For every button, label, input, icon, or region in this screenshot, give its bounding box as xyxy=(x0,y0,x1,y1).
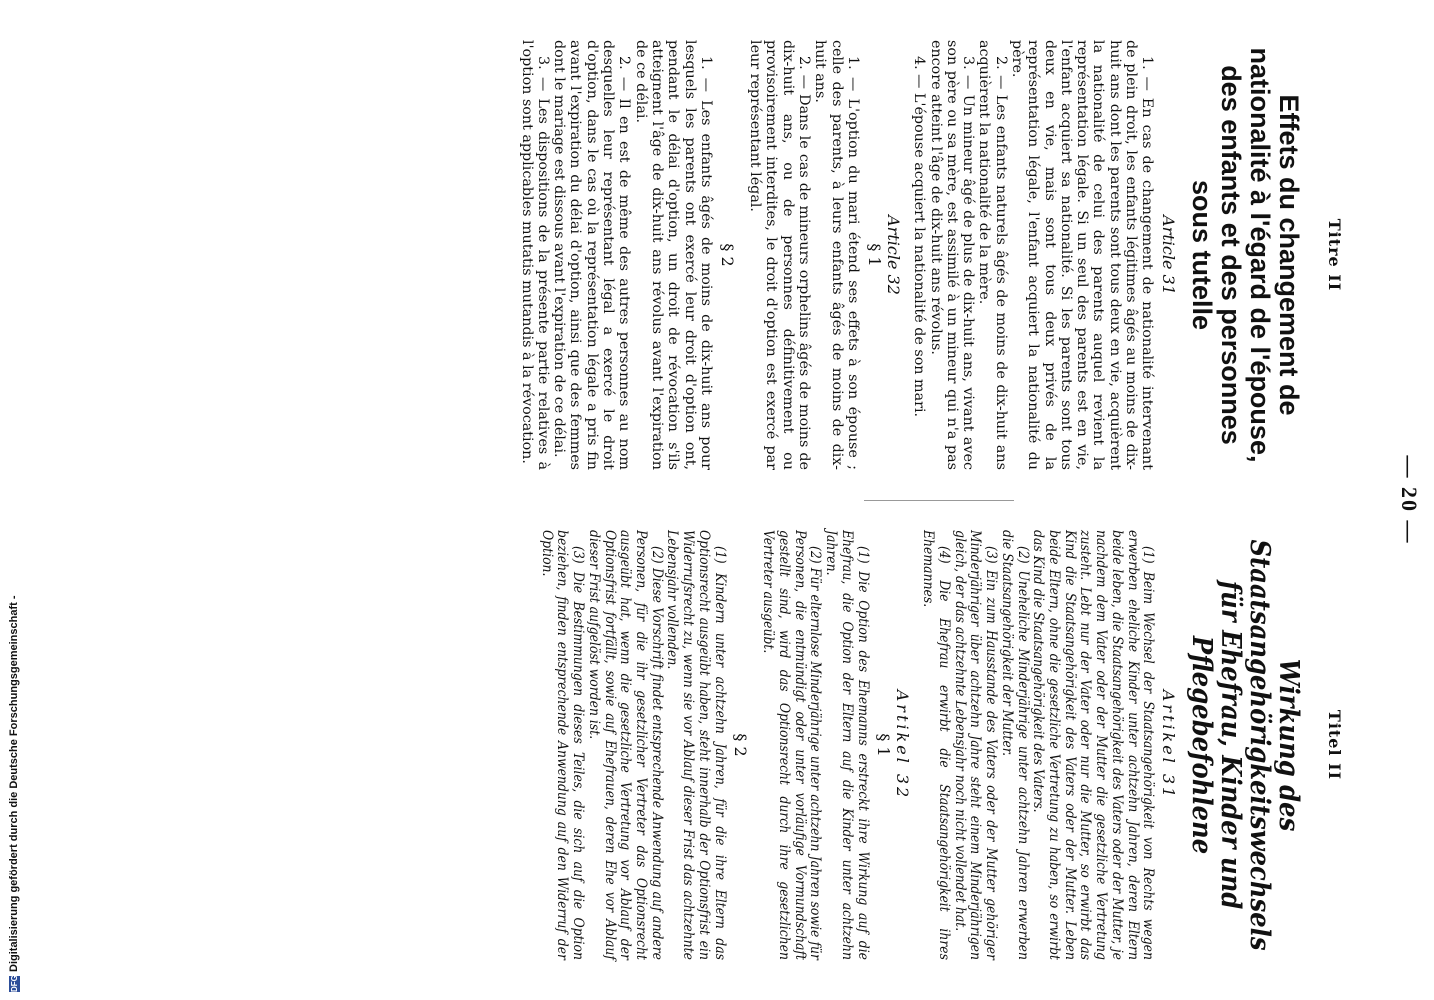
french-section xyxy=(518,40,1344,470)
paragraph: 3. — Les dispositions de la présente partie relatives à l'option sont applicables mutatis mutandis à la révocation. xyxy=(518,40,551,470)
paragraph: (1) Beim Wechsel der Staatsangehörigkeit von Rechts wegen erwerben eheliche Kinder unter achtzehn Jahren, deren Eltern beide leben, die Staatsangehörigkeit des Vaters oder der Mutter, je nachdem dem Vater oder der Mutter die gesetzliche Vertretung zusteht. Lebt nur der Vater oder nur die Mutter, so erwirbt das Kind die Staatsangehörigkeit des Vaters oder der Mutter. Leben beide Eltern, ohne die gesetzliche Vertretung zu haben, so erwirbt das Kind die Staatsangehörigkeit des Vaters. xyxy=(1030,530,1157,960)
paragraph: 2. — Il en est de même des autres personnes au nom desquelles leur représentant légal a exercé le droit d'option, dans le cas où la représentation légale a pris fin avant l'expiration du délai d'option, ainsi que des femmes dont le mariage est dissous avant l'expiration de ce délai. xyxy=(551,40,633,470)
artikel-32-s1-text xyxy=(760,530,870,960)
article-32-s2-text xyxy=(518,40,714,470)
column-divider xyxy=(864,500,1014,501)
paragraph: 1. — L'option du mari étend ses effets à son épouse ; celle des parents, à leurs enfants âgés de moins de dix-huit ans. xyxy=(812,40,861,470)
article-32-label: Article 32 xyxy=(883,215,903,295)
paragraph: 3. — Un mineur âgé de plus de dix-huit ans, vivant avec son père ou sa mère, est assimilé à un mineur qui n'a pas encore atteint l'âge de dix-huit ans révolus. xyxy=(927,40,977,470)
artikel-31-label: Artikel 31 xyxy=(1159,689,1179,801)
digitization-credit xyxy=(8,595,20,992)
paragraph: (2) Für elternlose Minderjährige unter achtzehn Jahren sowie für Personen, die entmündigt oder unter vorläufige Vormundschaft gestellt sind, wird das Optionsrecht durch ihre gesetzlichen Vertreter ausgeübt. xyxy=(760,530,824,960)
paragraph-1-label: § 1 xyxy=(873,733,893,757)
dfg-logo: DFG xyxy=(9,975,19,992)
section-1-label: § 1 xyxy=(864,243,884,267)
article-31-label: Article 31 xyxy=(1159,215,1179,295)
paragraph: (3) Ein zum Hausstande des Vaters oder der Mutter gehöriger Minderjähriger über achtzehn Jahre steht einem Minderjährigen gleich, der das achtzehnte Lebensjahr noch nicht vollendet hat. xyxy=(951,530,1000,960)
paragraph: (1) Die Option des Ehemanns erstreckt ihre Wirkung auf die Ehefrau, die Option der Eltern auf die Kinder unter achtzehn Jahren. xyxy=(823,530,871,960)
artikel-32-s2-text xyxy=(538,530,727,960)
paragraph: 4. — L'épouse acquiert la nationalité de son mari. xyxy=(911,56,928,418)
french-main-heading: Effets du changement de nationalité à l'égard de l'épouse, des enfants et des personnes sous tutelle xyxy=(1186,47,1304,463)
paragraph: (3) Die Bestimmungen dieses Teiles, die sich auf die Option beziehen, finden entsprechende Anwendung auf den Widerruf der Option. xyxy=(538,530,587,960)
titre-heading: Titre II xyxy=(1325,218,1344,292)
paragraph: 1. — Les enfants âgés de moins de dix-huit ans pour lesquels les parents ont exercé leur droit d'option ont, pendant le délai d'option, un droit de révocation s'ils atteignent l'âge de dix-huit ans révolus avant l'expiration de ce délai. xyxy=(632,40,714,470)
paragraph: 2. — Les enfants naturels âgés de moins de dix-huit ans acquièrent la nationalité de la mère. xyxy=(976,40,1009,470)
credit-text: Digitalisierung gefördert durch die Deutsche Forschungsgemeinschaft - xyxy=(8,595,20,972)
artikel-32-label: Artikel 32 xyxy=(892,689,912,801)
german-section xyxy=(538,530,1344,960)
paragraph: (4) Die Ehefrau erwirbt die Staatsangehörigkeit ihres Ehemannes. xyxy=(920,530,953,960)
titel-heading: Titel II xyxy=(1325,709,1344,781)
paragraph: 2. — Dans le cas de mineurs orphelins âgés de moins de dix-huit ans, ou de personnes définitivement ou provisoirement interdites, le droit d'option est exercé par leur représentant légal. xyxy=(747,40,813,470)
section-2-label: § 2 xyxy=(717,243,737,267)
paragraph: 1. — En cas de changement de nationalité intervenant de plein droit, les enfants légitimes âgés au moins de dix-huit ans dont les parents sont tous deux en vie, acquièrent la nationalité de celui des parents auquel revient la représentation légale. Si un seul des parents est en vie, l'enfant acquiert sa nationalité. Si les parents sont tous deux en vie, mais sont tous deux privés de la représentation légale, l'enfant acquiert la nationalité du père. xyxy=(1009,40,1156,470)
page-number: — 20 — xyxy=(1397,455,1422,545)
artikel-31-text xyxy=(920,530,1156,960)
paragraph: (2) Uneheliche Minderjährige unter achtzehn Jahren erwerben die Staatsangehörigkeit der Mutter. xyxy=(998,530,1031,960)
paragraph: (2) Diese Vorschrift findet entsprechende Anwendung auf andere Personen, für die ihr gesetzlicher Vertreter das Optionsrecht ausgeübt hat, wenn die gesetzliche Vertretung vor Ablauf der Optionsfrist fortfällt, sowie auf Ehefrauen, deren Ehe vor Ablauf dieser Frist aufgelöst worden ist. xyxy=(585,530,665,960)
german-main-heading: Wirkung des Staatsangehörigkeitswechsels für Ehefrau, Kinder und Pflegebefohlene xyxy=(1185,539,1304,951)
article-32-s1-text xyxy=(747,40,861,470)
paragraph: (1) Kindern unter achtzehn Jahren, für die ihre Eltern das Optionsrecht ausgeübt haben, steht innerhalb der Optionsfrist ein Widerrufsrecht zu, wenn sie vor Ablauf dieser Frist das achtzehnte Lebensjahr vollenden. xyxy=(664,530,728,960)
paragraph-2-label: § 2 xyxy=(730,733,750,757)
article-31-text xyxy=(911,40,1155,470)
